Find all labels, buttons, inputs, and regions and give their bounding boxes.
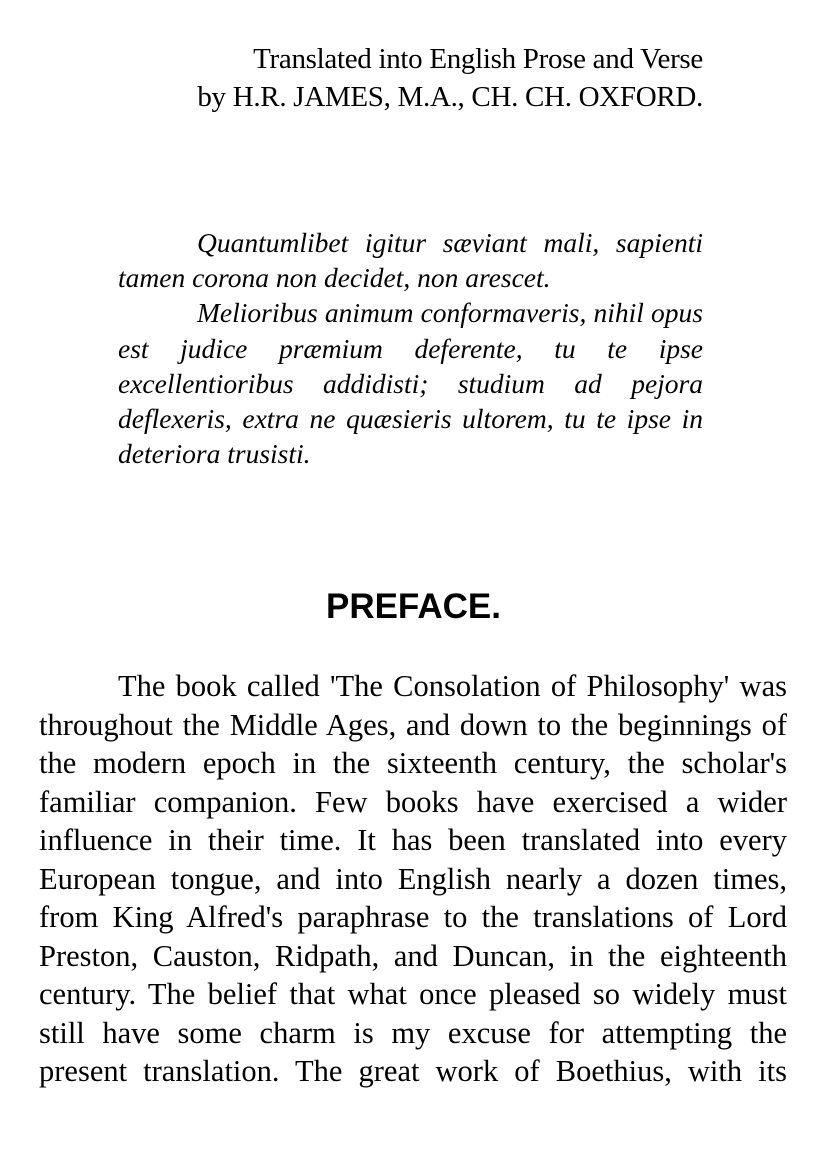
credit-line-2: by H.R. JAMES, M.A., CH. CH. OXFORD. <box>197 81 703 113</box>
credit-line-1: Translated into English Prose and Verse <box>253 43 703 75</box>
latin-epigraph <box>118 225 703 471</box>
epigraph-paragraph-1: Quantumlibet igitur sæviant mali, sapienti tamen corona non decidet, non arescet. <box>118 227 703 294</box>
preface-heading: PREFACE. <box>325 587 502 626</box>
epigraph-paragraph-2: Melioribus animum conformaveris, nihil opus est judice præmium deferente, tu te ipse excellentioribus addidisti; studium ad pejora deflexeris, extra ne quæsieris ultorem, tu te ipse in deteriora trusisti. <box>118 297 703 470</box>
preface-paragraph: The book called 'The Consolation of Philosophy' was throughout the Middle Ages, and down to the beginnings of the modern epoch in the sixteenth century, the scholar's familiar companion. Few books have exercised a wider influence in their time. It has been translated into every European tongue, and into English nearly a dozen times, from King Alfred's paraphrase to the translations of Lord Preston, Causton, Ridpath, and Duncan, in the eighteenth century. The belief that what once pleased so widely must still have some charm is my excuse for attempting the present translation. The great work of Boethius, with its <box>39 669 787 1088</box>
translator-credit <box>197 40 703 116</box>
